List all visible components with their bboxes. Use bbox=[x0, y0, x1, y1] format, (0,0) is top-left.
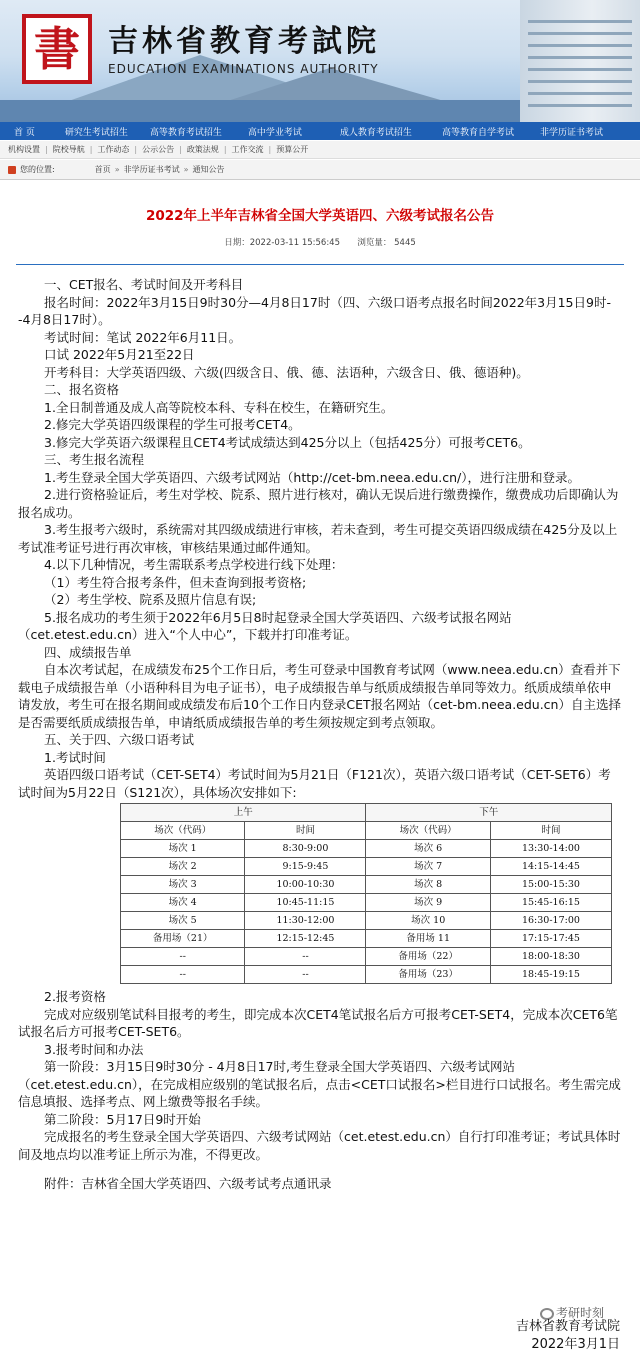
table-cell: 场次 9 bbox=[366, 894, 490, 912]
table-cell: 18:00-18:30 bbox=[490, 948, 611, 966]
table-row bbox=[121, 912, 612, 930]
paragraph: 开考科目：大学英语四级、六级(四级含日、俄、德、法语种，六级含日、俄、德语种)。 bbox=[44, 364, 529, 380]
paragraph: 考试时间：笔试 2022年6月11日。 bbox=[44, 329, 242, 345]
table-cell: 18:45-19:15 bbox=[490, 966, 611, 984]
table-row bbox=[121, 930, 612, 948]
footer-signature bbox=[515, 1318, 620, 1352]
col-session: 场次（代码） bbox=[366, 822, 490, 840]
col-time: 时间 bbox=[245, 822, 366, 840]
col-session: 场次（代码） bbox=[121, 822, 245, 840]
paragraph: 1.考生登录全国大学英语四、六级考试网站（http://cet-bm.neea.edu.cn/），进行注册和登录。 bbox=[44, 469, 580, 485]
article-date: 日期：2022-03-11 15:56:45 bbox=[224, 238, 340, 248]
table-header-am: 上午 bbox=[121, 804, 366, 822]
section-heading: 一、CET报名、考试时间及开考科目 bbox=[44, 277, 244, 292]
nav-higher-edu[interactable]: 高等教育考试招生 bbox=[149, 127, 222, 138]
table-cell: -- bbox=[245, 948, 366, 966]
nav-highschool[interactable]: 高中学业考试 bbox=[247, 127, 302, 138]
header-banner bbox=[0, 0, 640, 122]
table-header-pm: 下午 bbox=[366, 804, 612, 822]
table-cell: 场次 8 bbox=[366, 876, 490, 894]
table-cell: 场次 1 bbox=[121, 840, 245, 858]
paragraph: 报名时间：2022年3月15日9时30分—4月8日17时（四、六级口语考点报名时间2022年3月15日9时--4月8日17时）。 bbox=[18, 294, 611, 327]
subnav-notices[interactable]: 公示公告 bbox=[142, 145, 175, 154]
table-cell: 场次 5 bbox=[121, 912, 245, 930]
table-cell: 13:30-14:00 bbox=[490, 840, 611, 858]
article-body bbox=[18, 276, 622, 1193]
table-cell: 场次 6 bbox=[366, 840, 490, 858]
watermark-text: 考研时刻 bbox=[556, 1306, 605, 1320]
paragraph: 5.报名成功的考生须于2022年6月5日8时起登录全国大学英语四、六级考试报名网站（cet.etest.edu.cn）进入“个人中心”，下载并打印准考证。 bbox=[18, 609, 512, 642]
section-heading: 四、成绩报告单 bbox=[44, 644, 132, 660]
table-row bbox=[121, 894, 612, 912]
section-heading: 3.报考时间和办法 bbox=[44, 1041, 144, 1057]
nav-adult-edu[interactable]: 成人教育考试招生 bbox=[339, 127, 412, 138]
table-cell: 10:00-10:30 bbox=[245, 876, 366, 894]
subnav-policy[interactable]: 政策法规 bbox=[186, 145, 219, 154]
breadcrumb-section[interactable]: 通知公告 bbox=[192, 165, 225, 174]
subnav-budget[interactable]: 预算公开 bbox=[276, 145, 309, 154]
table-cell: -- bbox=[121, 948, 245, 966]
table-cell: 8:30-9:00 bbox=[245, 840, 366, 858]
footer-org: 吉林省教育考试院 bbox=[515, 1319, 620, 1334]
table-cell: 11:30-12:00 bbox=[245, 912, 366, 930]
breadcrumb-home[interactable]: 首页 bbox=[94, 165, 111, 174]
section-heading: 三、考生报名流程 bbox=[44, 452, 145, 467]
location-icon bbox=[8, 166, 16, 174]
banner-building bbox=[520, 0, 640, 122]
paragraph: 2.修完大学英语四级课程的学生可报考CET4。 bbox=[44, 417, 301, 432]
col-time: 时间 bbox=[490, 822, 611, 840]
breadcrumb-arrow-icon: » bbox=[183, 165, 189, 174]
table-cell: -- bbox=[121, 966, 245, 984]
table-cell: 17:15-17:45 bbox=[490, 930, 611, 948]
table-row bbox=[121, 858, 612, 876]
nav-graduate[interactable]: 研究生考试招生 bbox=[64, 127, 128, 138]
breadcrumb-label: 您的位置: bbox=[20, 165, 55, 174]
subnav-exchange[interactable]: 工作交流 bbox=[231, 145, 264, 154]
paragraph: 英语四级口语考试（CET-SET4）考试时间为5月21日（F121次），英语六级口语考试（CET-SET6）考试时间为5月22日（S121次），具体场次安排如下: bbox=[18, 767, 611, 800]
table-row bbox=[121, 948, 612, 966]
paragraph: 完成对应级别笔试科目报考的考生，即完成本次CET4笔试报名后方可报考CET-SET4，完成本次CET6笔试报名后方可报考CET-SET6。 bbox=[18, 1006, 618, 1039]
table-cell: 备用场 11 bbox=[366, 930, 490, 948]
nav-self-study[interactable]: 高等教育自学考试 bbox=[441, 127, 514, 138]
paragraph: 第一阶段：3月15日9时30分 - 4月8日17时,考生登录全国大学英语四、六级考试网站（cet.etest.edu.cn），在完成相应级别的笔试报名后，点击<CET口试报名>栏目进行口试报名。考生需完成信息填报、选择考点、网上缴费等报名手续。 bbox=[18, 1059, 621, 1109]
sub-nav: 机构设置 | 院校导航 | 工作动态 | 公示公告 | 政策法规 | 工作交流 | 预算公开 bbox=[0, 141, 640, 159]
attachment-link[interactable]: 附件：吉林省全国大学英语四、六级考试考点通讯录 bbox=[44, 1176, 332, 1191]
table-cell: 场次 3 bbox=[121, 876, 245, 894]
site-title: 吉林省教育考試院 bbox=[108, 24, 380, 59]
nav-home[interactable]: 首 页 bbox=[14, 127, 35, 138]
table-cell: 15:45-16:15 bbox=[490, 894, 611, 912]
paragraph: 1.全日制普通及成人高等院校本科、专科在校生，在籍研究生。 bbox=[44, 399, 394, 415]
paragraph: （2）考生学校、院系及照片信息有误; bbox=[44, 592, 257, 607]
table-row bbox=[121, 876, 612, 894]
table-cell: 16:30-17:00 bbox=[490, 912, 611, 930]
paragraph: 完成报名的考生登录全国大学英语四、六级考试网站（cet.etest.edu.cn）自行打印准考证；考试具体时间及地点均以准考证上所示为准，不得更改。 bbox=[18, 1129, 621, 1162]
table-cell: 12:15-12:45 bbox=[245, 930, 366, 948]
table-cell: 10:45-11:15 bbox=[245, 894, 366, 912]
logo-glyph: 書 bbox=[34, 22, 80, 76]
paragraph: 口试 2022年5月21至22日 bbox=[44, 347, 195, 362]
section-heading: 二、报名资格 bbox=[44, 382, 120, 397]
paragraph: 4.以下几种情况，考生需联系考点学校进行线下处理： bbox=[44, 557, 344, 572]
main-nav bbox=[0, 122, 640, 140]
table-cell: 场次 4 bbox=[121, 894, 245, 912]
site-subtitle: EDUCATION EXAMINATIONS AUTHORITY bbox=[108, 62, 379, 76]
table-cell: 备用场（21） bbox=[121, 930, 245, 948]
table-row bbox=[121, 966, 612, 984]
table-row bbox=[121, 840, 612, 858]
table-cell: 场次 10 bbox=[366, 912, 490, 930]
table-cell: 备用场（23） bbox=[366, 966, 490, 984]
nav-certificate[interactable]: 非学历证书考试 bbox=[539, 127, 603, 138]
paragraph: 1.考试时间 bbox=[44, 749, 106, 765]
footer-date: 2022年3月1日 bbox=[531, 1337, 620, 1352]
paragraph: 自本次考试起，在成绩发布25个工作日后，考生可登录中国教育考试网（www.neea.edu.cn）查看并下载电子成绩报告单（小语种科目为电子证书），电子成绩报告单与纸质成绩报告单同等效力。纸质成绩单依申请发放，考生可在报名期间或成绩发布后10个工作日内登录CET报名网站（cet-bm.neea.edu.cn）自主选择是否需要纸质成绩报告单，申请纸质成绩报告单的考生须按规定到考点领取。 bbox=[18, 662, 621, 730]
article-meta bbox=[0, 236, 640, 248]
article-title: 2022年上半年吉林省全国大学英语四、六级考试报名公告 bbox=[145, 208, 495, 224]
paragraph: 3.修完大学英语六级课程且CET4考试成绩达到425分以上（包括425分）可报考CET6。 bbox=[44, 434, 531, 450]
breadcrumb bbox=[0, 160, 640, 180]
subnav-schools[interactable]: 院校导航 bbox=[52, 145, 85, 154]
table-cell: 15:00-15:30 bbox=[490, 876, 611, 894]
site-logo[interactable] bbox=[22, 14, 92, 84]
banner-lake bbox=[0, 100, 520, 122]
section-heading: 五、关于四、六级口语考试 bbox=[44, 732, 195, 747]
paragraph: 3.考生报考六级时，系统需对其四级成绩进行审核，若未查到，考生可提交英语四级成绩在425分及以上考试准考证号进行再次审核，审核结果通过邮件通知。 bbox=[18, 522, 618, 555]
table-cell: 备用场（22） bbox=[366, 948, 490, 966]
subnav-news[interactable]: 工作动态 bbox=[97, 145, 130, 154]
views-label: 浏览量： bbox=[357, 238, 392, 248]
section-heading: 2.报考资格 bbox=[44, 989, 106, 1004]
table-cell: 场次 2 bbox=[121, 858, 245, 876]
paragraph: （1）考生符合报考条件，但未查询到报考资格; bbox=[44, 574, 307, 590]
table-cell: 9:15-9:45 bbox=[245, 858, 366, 876]
oral-exam-schedule-table bbox=[120, 803, 612, 984]
paragraph: 2.进行资格验证后，考生对学校、院系、照片进行核对，确认无误后进行缴费操作，缴费成功后即确认为报名成功。 bbox=[18, 487, 619, 520]
breadcrumb-arrow-icon: » bbox=[114, 165, 120, 174]
table-cell: 场次 7 bbox=[366, 858, 490, 876]
breadcrumb-category[interactable]: 非学历证书考试 bbox=[123, 165, 180, 174]
title-divider bbox=[16, 264, 624, 265]
table-cell: 14:15-14:45 bbox=[490, 858, 611, 876]
subnav-org[interactable]: 机构设置 bbox=[8, 145, 40, 154]
paragraph: 第二阶段：5月17日9时开始 bbox=[44, 1111, 201, 1127]
table-cell: -- bbox=[245, 966, 366, 984]
views-count: 5445 bbox=[394, 238, 416, 248]
